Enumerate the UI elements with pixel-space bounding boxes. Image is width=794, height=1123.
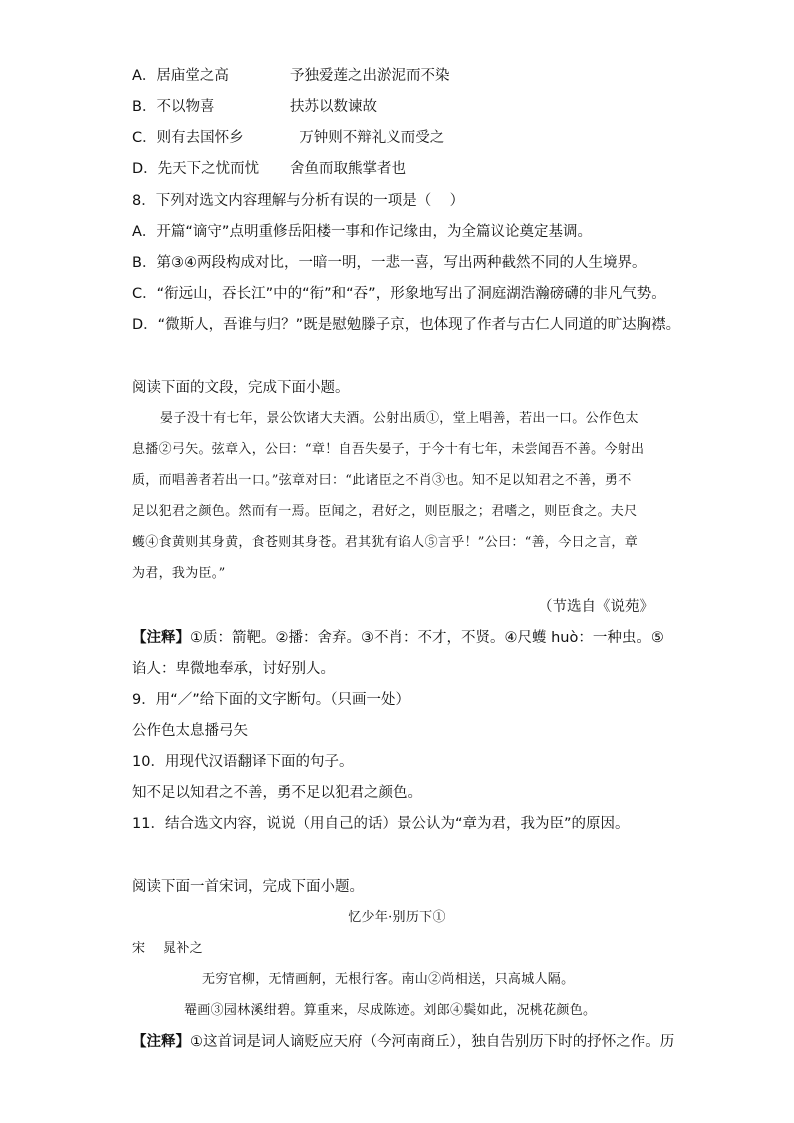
- question-10-text: 知不足以知君之不善，勇不足以犯君之颜色。: [132, 785, 422, 801]
- question-11: 11．结合选文内容，说说（用自己的话）景公认为“章为君，我为臣”的原因。: [132, 816, 630, 832]
- poem-notes-text: ①这首词是词人谪贬应天府（今河南商丘），独自告别历下时的抒怀之作。历: [190, 1034, 675, 1050]
- poem-title: 忆少年·别历下①: [348, 910, 446, 925]
- question-9: 9．用“／”给下面的文字断句。（只画一处）: [132, 692, 410, 708]
- option-a-right: 予独爱莲之出淤泥而不染: [290, 68, 450, 84]
- poem-line-1: 无穷官柳，无情画舸，无根行客。南山②尚相送，只高城人隔。: [202, 972, 575, 987]
- passage-line-1: 晏子没十有七年，景公饮诸大夫酒。公射出质①，堂上唱善，若出一口。公作色太: [160, 411, 639, 426]
- passage-line-2: 息播②弓矢。弦章入，公曰：“章！自吾失晏子，于今十有七年，未尝闻吾不善。今射出: [132, 442, 645, 457]
- passage-notes-row-2: 谄人：卑微地奉承，讨好别人。: [132, 661, 335, 677]
- question-8-stem: 8．下列对选文内容理解与分析有误的一项是（ ）: [132, 193, 465, 209]
- poem-line-2: 罨画③园林溪绀碧。算重来，尽成陈迹。刘郎④鬓如此，况桃花颜色。: [184, 1003, 597, 1018]
- notes-label: 【注释】: [132, 630, 190, 646]
- poem-notes-row: [132, 1032, 674, 1052]
- passage-line-6: 为君，我为臣。”: [132, 566, 226, 581]
- option-b-left: B．不以物喜: [132, 99, 215, 115]
- option-c-left: C．则有去国怀乡: [132, 130, 244, 146]
- passage-intro: 阅读下面的文段，完成下面小题。: [132, 380, 350, 396]
- passage-notes-row-1: [132, 628, 664, 648]
- passage-line-3: 质，而唱善者若出一口。”弦章对曰：“此诸臣之不肖③也。知不足以知君之不善，勇不: [132, 473, 632, 488]
- option-c-right: 万钟则不辩礼义而受之: [290, 130, 445, 146]
- passage-source: （节选自《说苑》: [538, 599, 654, 615]
- option-d-right: 舍鱼而取熊掌者也: [290, 161, 406, 177]
- poem-intro: 阅读下面一首宋词，完成下面小题。: [132, 879, 364, 895]
- option-row-c: [132, 128, 444, 148]
- question-9-text: 公作色太息播弓矢: [132, 723, 248, 739]
- option-b-right: 扶苏以数谏故: [290, 99, 377, 115]
- question-8-option-b: B．第③④两段构成对比，一暗一明，一悲一喜，写出两种截然不同的人生境界。: [132, 255, 647, 271]
- option-row-d: [132, 159, 406, 179]
- option-row-b: [132, 97, 377, 117]
- poem-author: 宋 晁补之: [132, 941, 203, 956]
- notes-text-1: ①质：箭靶。②播：舍弃。③不肖：不才，不贤。④尺蠖 huò：一种虫。⑤: [190, 630, 664, 646]
- passage-line-4: 足以犯君之颜色。然而有一焉。臣闻之，君好之，则臣服之；君嗜之，则臣食之。夫尺: [132, 504, 638, 519]
- question-8-option-d: D．“微斯人，吾谁与归？”既是慰勉滕子京，也体现了作者与古仁人同道的旷达胸襟。: [132, 317, 681, 333]
- option-d-left: D．先天下之忧而忧: [132, 161, 260, 177]
- question-8-option-a: A．开篇“谪守”点明重修岳阳楼一事和作记缘由，为全篇议论奠定基调。: [132, 224, 592, 240]
- poem-notes-label: 【注释】: [132, 1034, 190, 1050]
- option-a-left: A．居庙堂之高: [132, 68, 229, 84]
- option-row-a: [132, 66, 450, 86]
- question-10: 10．用现代汉语翻译下面的句子。: [132, 754, 354, 770]
- passage-line-5: 蠖④食黄则其身黄，食苍则其身苍。君其犹有谄人⑤言乎！”公曰：“善，今日之言，章: [132, 535, 638, 550]
- question-8-option-c: C．“衔远山，吞长江”中的“衔”和“吞”，形象地写出了洞庭湖浩瀚磅礴的非凡气势。: [132, 286, 666, 302]
